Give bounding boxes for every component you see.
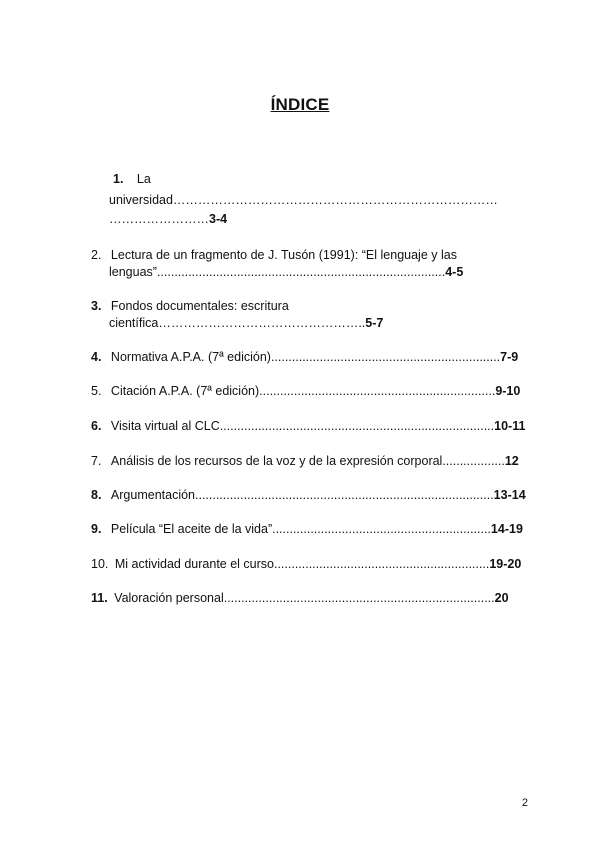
toc-entry-title-cont: universidad…………………………………………………………………… bbox=[109, 193, 498, 207]
page-title: ÍNDICE bbox=[270, 95, 330, 114]
toc-entry-title: La bbox=[136, 172, 151, 186]
toc-entry-title-cont: lenguas”................................................................................... bbox=[109, 265, 446, 279]
toc-entry-title: Fondos documentales: escritura bbox=[110, 299, 289, 313]
toc-entry-title: Argumentación...................................................................................... bbox=[110, 488, 494, 502]
toc-entry-number: 9. bbox=[91, 522, 102, 536]
toc-entry-page: 4-5 bbox=[445, 265, 464, 279]
toc-entry-title: Película “El aceite de la vida”............................................................... bbox=[110, 522, 491, 536]
toc-entry-page: 20 bbox=[494, 591, 509, 605]
toc-entry-title: Análisis de los recursos de la voz y de la expresión corporal.................. bbox=[110, 454, 505, 468]
toc-entry-number: 4. bbox=[91, 350, 102, 364]
toc-entry-6 bbox=[91, 418, 525, 434]
toc-entry-page: 7-9 bbox=[500, 350, 519, 364]
toc-entry-page: 10-11 bbox=[494, 419, 526, 433]
toc-entry-title-cont: científica………………………………………….. bbox=[109, 316, 366, 330]
toc-entry-page: 13-14 bbox=[493, 488, 526, 502]
toc-entry-title: Lectura de un fragmento de J. Tusón (1991): “El lenguaje y las bbox=[110, 248, 457, 262]
toc-entry-10 bbox=[91, 556, 521, 572]
toc-entry-9 bbox=[91, 521, 523, 537]
toc-entry-number: 7. bbox=[91, 454, 102, 468]
toc-entry-number: 5. bbox=[91, 384, 102, 398]
toc-entry-title: Normativa A.P.A. (7ª edición).................................................................. bbox=[110, 350, 501, 364]
toc-entry-number: 2. bbox=[91, 248, 102, 262]
toc-entry-number: 1. bbox=[113, 172, 124, 186]
toc-entry-number: 11. bbox=[91, 591, 108, 605]
page-number: 2 bbox=[521, 797, 528, 809]
toc-entry-7 bbox=[91, 453, 519, 469]
toc-entry-page: 9-10 bbox=[495, 384, 521, 398]
toc-entry-title: Visita virtual al CLC............................................................................... bbox=[110, 419, 495, 433]
toc-entry-title: Citación A.P.A. (7ª edición).................................................................... bbox=[110, 384, 496, 398]
toc-entry-11 bbox=[91, 590, 509, 606]
toc-entry-title: Mi actividad durante el curso.............................................................. bbox=[114, 557, 490, 571]
toc-entry-page: 19-20 bbox=[489, 557, 522, 571]
toc-entry-number: 8. bbox=[91, 488, 102, 502]
toc-entry-5 bbox=[91, 383, 520, 399]
toc-entry-number: 6. bbox=[91, 419, 102, 433]
toc-entry-number: 3. bbox=[91, 299, 102, 313]
toc-entry-number: 10. bbox=[91, 557, 109, 571]
toc-entry-page: 5-7 bbox=[365, 316, 384, 330]
toc-entry-8 bbox=[91, 487, 526, 503]
toc-entry-page: 12 bbox=[504, 454, 519, 468]
toc-entry-4 bbox=[91, 349, 518, 365]
toc-leader: …………………… bbox=[109, 212, 209, 226]
toc-entry-title: Valoración personal.............................................................................. bbox=[114, 591, 495, 605]
toc-entry-page: 14-19 bbox=[490, 522, 523, 536]
toc-entry-page: 3-4 bbox=[209, 212, 228, 226]
